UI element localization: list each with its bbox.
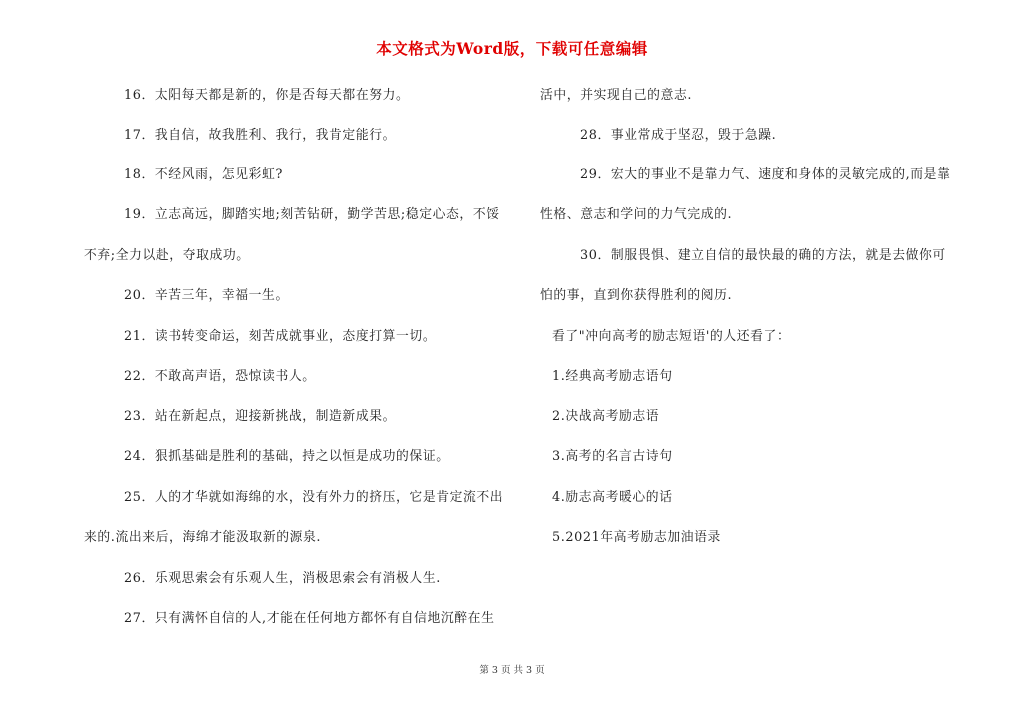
related-link[interactable]: 5.2021年高考励志加油语录	[552, 530, 721, 545]
text-line: 28．事业常成于坚忍，毁于急躁.	[580, 128, 777, 143]
text-line: 20．辛苦三年，幸福一生。	[124, 288, 289, 303]
text-line: 21．读书转变命运，刻苦成就事业，态度打算一切。	[124, 329, 437, 344]
text-line: 26．乐观思索会有乐观人生，消极思索会有消极人生.	[124, 571, 441, 586]
text-line: 不弃;全力以赴，夺取成功。	[84, 248, 250, 263]
text-line: 30．制服畏惧、建立自信的最快最的确的方法，就是去做你可	[580, 248, 946, 263]
related-link[interactable]: 1.经典高考励志语句	[552, 369, 673, 384]
related-link[interactable]: 4.励志高考暖心的话	[552, 490, 673, 505]
related-heading: 看了"冲向高考的励志短语'的人还看了：	[552, 329, 791, 344]
text-line: 怕的事，直到你获得胜利的阅历.	[540, 288, 733, 303]
text-line: 25．人的才华就如海绵的水，没有外力的挤压，它是肯定流不出	[124, 490, 504, 505]
text-line: 19．立志高远，脚踏实地;刻苦钻研，勤学苦思;稳定心态，不馁	[124, 207, 500, 222]
text-line: 18．不经风雨，怎见彩虹?	[124, 167, 283, 182]
text-line: 性格、意志和学问的力气完成的.	[540, 207, 733, 222]
text-line: 活中，并实现自己的意志.	[540, 88, 693, 103]
text-line: 16．太阳每天都是新的，你是否每天都在努力。	[124, 88, 410, 103]
text-line: 22．不敢高声语，恐惊读书人。	[124, 369, 316, 384]
text-line: 来的.流出来后，海绵才能汲取新的源泉.	[84, 530, 322, 545]
page-number: 第 3 页 共 3 页	[479, 665, 545, 676]
document-banner: 本文格式为Word版，下载可任意编辑	[376, 39, 648, 58]
text-line: 29．宏大的事业不是靠力气、速度和身体的灵敏完成的,而是靠	[580, 167, 951, 182]
text-line: 27．只有满怀自信的人,才能在任何地方都怀有自信地沉醉在生	[124, 611, 495, 626]
text-line: 17．我自信，故我胜利、我行，我肯定能行。	[124, 128, 397, 143]
text-line: 23．站在新起点，迎接新挑战，制造新成果。	[124, 409, 397, 424]
related-link[interactable]: 3.高考的名言古诗句	[552, 449, 673, 464]
text-line: 24．狠抓基础是胜利的基础，持之以恒是成功的保证。	[124, 449, 450, 464]
related-link[interactable]: 2.决战高考励志语	[552, 409, 660, 424]
